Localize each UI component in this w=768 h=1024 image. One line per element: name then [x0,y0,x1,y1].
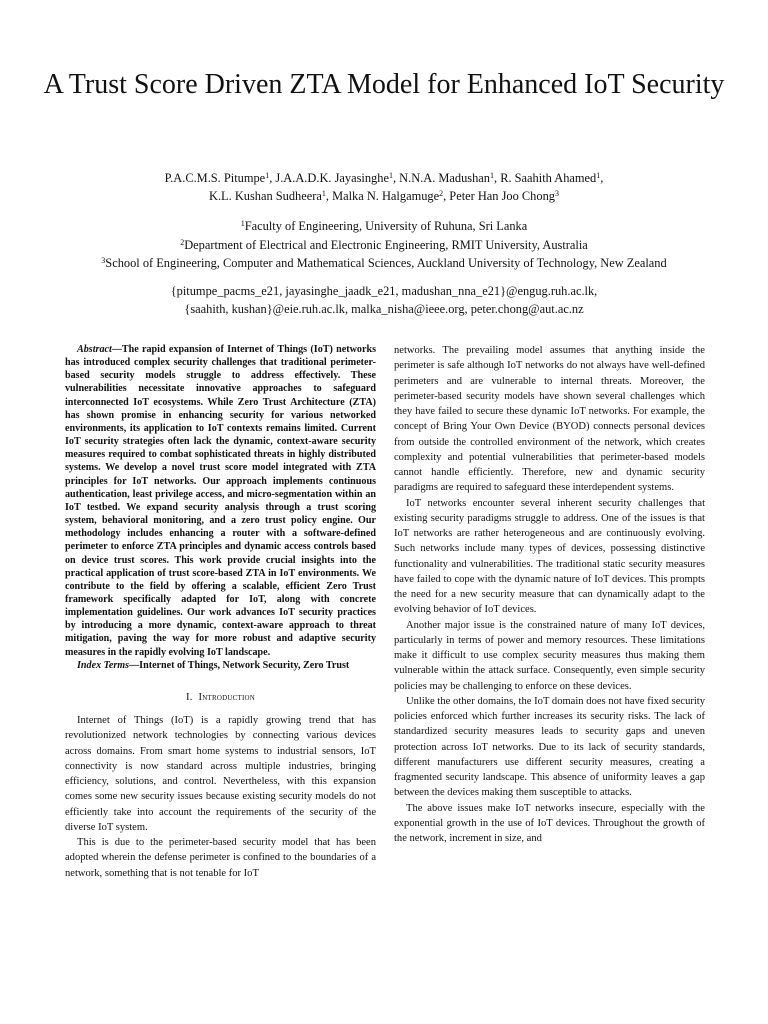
section-number: I. [185,691,193,703]
affiliation-mark: 3 [554,188,559,198]
author-name: P.A.C.M.S. Pitumpe [164,171,266,185]
section-heading [65,690,376,705]
affiliation-mark: 2 [439,188,444,198]
affiliation: $^3$School of Engineering, Computer and Mathematical Sciences, Auckland University of Technology, New Zealand [101,256,667,270]
author-list: P.A.C.M.S. Pitumpe$^1$, J.A.A.D.K. Jayasinghe$^1$, N.N.A. Madushan$^1$, R. Saahith Ahamed$^1$, K.L. Kushan Sudheera$^1$, Malka N. Halgamuge$^2$, Peter Han Joo Chong$^3$ [164,171,604,203]
affiliation-list [20,217,748,273]
body-paragraph: This is due to the perimeter-based security model that has been adopted wherein the defense perimeter is confined to the boundaries of a network, something that is not tenable for IoT [65,837,376,879]
author-name: , N.N.A. Madushan [392,171,491,185]
body-paragraph: The above issues make IoT networks insecure, especially with the exponential growth in the use of IoT devices. Throughout the growth of the network, increment in size, and [394,802,705,844]
index-terms: Index Terms—Internet of Things, Network Security, Zero Trust [77,659,350,671]
abstract: Abstract—The rapid expansion of Internet of Things (IoT) networks has introduced complex security challenges that traditional perimeter-based security models struggle to address effectively. These vulnerabilities necessitate innovative approaches to safeguard interconnected IoT ecosystems. While Zero Trust Architecture (ZTA) has shown promise in enhancing security for various networked environments, its application to IoT contexts remains limited. Current IoT security strategies often lack the dynamic, context-aware security measures required to combat sophisticated threats in highly distributed systems. We develop a novel trust score model integrated with ZTA principles for IoT networks. Our approach implements continuous authentication, least privilege access, and micro-segmentation within an IoT testbed. We expand security analysis through a trust scoring system, behavioral monitoring, and a zero trust policy engine. Our methodology includes enhancing a router with a software-defined perimeter to enforce ZTA principles and dynamic access controls based on device trust scores. This work provide crucial insights into the practical application of trust score-based ZTA in IoT environments. We contribute to the field by offering a scalable, efficient Zero Trust framework specifically adapted for IoT, along with concrete implementation guidelines. Our work advances IoT security practices by introducing a more dynamic, context-aware approach to threat mitigation, paving the way for more robust and adaptive security measures in the rapidly evolving IoT landscape. [65,344,376,658]
email-line: {saahith, kushan}@eie.ruh.ac.lk, malka_nisha@ieee.org, peter.chong@aut.ac.nz [184,301,584,316]
body-paragraph: Internet of Things (IoT) is a rapidly growing trend that has revolutionized network technologies by connecting various devices across domains. From smart home systems to industrial sensors, IoT connectivity is now standard across multiple industries, bringing efficiency, solutions, and control. Nevertheless, with this expansion comes some new security issues because existing security models do not efficiently take into account the requirements of the security of the diverse IoT system. [65,715,376,833]
abstract-text: The rapid expansion of Internet of Things (IoT) networks has introduced complex security challenges that traditional perimeter-based security models struggle to address effectively. These vulnerabilities necessitate innovative approaches to safeguard interconnected IoT ecosystems. While Zero Trust Architecture (ZTA) has shown promise in enhancing security for various networked environments, its application to IoT contexts remains limited. Current IoT security strategies often lack the dynamic, context-aware security measures required to combat sophisticated threats in highly distributed systems. We develop a novel trust score model integrated with ZTA principles for IoT networks. Our approach implements continuous authentication, least privilege access, and micro-segmentation within an IoT testbed. We expand security analysis through a trust scoring system, behavioral monitoring, and a zero trust policy engine. Our methodology includes enhancing a router with a software-defined perimeter to enforce ZTA principles and dynamic access controls based on device trust scores. This work provide crucial insights into the practical application of trust score-based ZTA in IoT environments. We contribute to the field by offering a scalable, efficient Zero Trust framework specifically adapted for IoT, along with concrete implementation guidelines. Our work advances IoT security practices by introducing a more dynamic, context-aware approach to threat mitigation, paving the way for more robust and adaptive security measures in the rapidly evolving IoT landscape. [65,344,376,658]
body-paragraph: Another major issue is the constrained nature of many IoT devices, particularly in terms of power and memory resources. These limitations make it difficult to use complex security measures thus making them vulnerable within the attack surface. Consequently, even simple security policies may be challenging to enforce on these devices. [394,619,705,692]
author-name: , Malka N. Halgamuge [325,188,440,203]
author-name: K.L. Kushan Sudheera [209,188,322,203]
affiliation-mark: 1 [388,171,393,180]
email-line: {pitumpe_pacms_e21, jayasinghe_jaadk_e21, madushan_nna_e21}@engug.ruh.ac.lk, [170,284,598,298]
affiliation: $^2$Department of Electrical and Electronic Engineering, RMIT University, Australia [180,237,588,252]
author-name: , R. Saahith Ahamed [494,171,597,185]
index-terms-label: Index Terms [77,659,130,671]
body-paragraph: networks. The prevailing model assumes that anything inside the perimeter is safe although IoT networks do not always have well-defined perimeters and are vulnerable to internal threats. Moreover, the perimeter-based security models have shown several challenges which they have failed to secure these dynamic IoT networks. For example, the concept of Bring Your Own Device (BYOD) connects personal devices from outside the controlled environment of the network, which creates complexity and potential vulnerabilities that perimeter-based models cannot handle efficiently. Therefore, new and dynamic security paradigms are required to safeguard these interdependent systems. [394,345,705,494]
right-column [394,343,705,846]
affiliation-mark: 1 [490,171,495,180]
body-paragraph: IoT networks encounter several inherent security challenges that existing security paradigms struggle to address. One of the issues is that IoT networks are rather heterogeneous and are continuously evolving. Such networks include many types of devices, possessing distinctive functionality and vulnerabilities. The traditional static security measures have failed to cope with the dynamic nature of IoT devices. This prompts the need for a new security measure that can dynamically adapt to the evolving behavior of IoT devices. [394,497,705,616]
affiliation-mark: 1 [596,171,601,180]
affiliation: $^1$Faculty of Engineering, University of Ruhuna, Sri Lanka [240,219,528,233]
author-name: , Peter Han Joo Chong [443,188,555,203]
affiliation-mark: 1 [321,188,326,198]
left-column [65,343,376,881]
email-list [20,283,748,318]
abstract-label: Abstract [77,344,112,355]
paper-title: A Trust Score Driven ZTA Model for Enhanced IoT Security [43,69,725,100]
affiliation-mark: 1 [265,171,270,180]
body-paragraph: Unlike the other domains, the IoT domain does not have fixed security policies enforced which further increases its security risks. The lack of standardized security measures leads to security gaps and uneven protection across IoT networks. Due to its lack of security standards, different manufacturers use different security measures, creating a fragmented security landscape. This absence of uniformity leaves a gap between the devices making them susceptible to attacks. [394,695,705,799]
index-terms-text: Internet of Things, Network Security, Zero Trust [139,659,350,671]
author-name: , J.A.A.D.K. Jayasinghe [269,171,389,185]
section-title: Introduction [198,691,256,703]
